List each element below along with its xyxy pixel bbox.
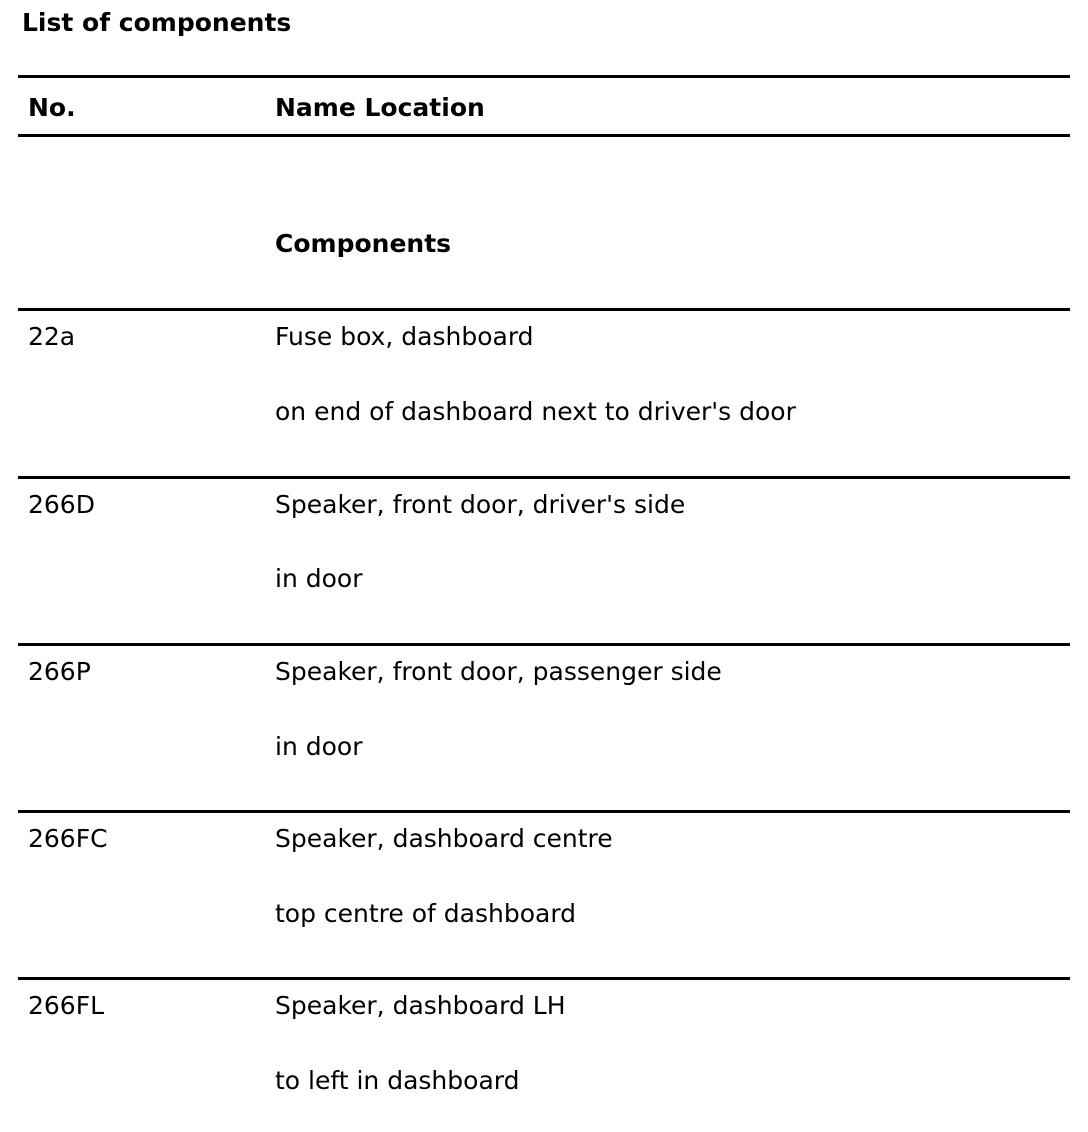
row-divider [18,977,1070,980]
document-title: List of components [22,8,292,37]
row-number: 266D [28,490,95,519]
row-location: on end of dashboard next to driver's door [275,397,796,426]
row-name: Fuse box, dashboard [275,322,534,351]
row-location: in door [275,564,363,593]
row-divider [18,810,1070,813]
row-number: 266FL [28,991,105,1020]
row-location: in door [275,732,363,761]
row-name: Speaker, dashboard centre [275,824,613,853]
row-divider [18,643,1070,646]
row-location: to left in dashboard [275,1066,520,1095]
header-name-location: Name Location [275,93,485,122]
row-number: 22a [28,322,76,351]
section-heading: Components [275,229,452,258]
row-divider [18,308,1070,311]
header-bottom-rule [18,134,1070,137]
row-name: Speaker, dashboard LH [275,991,566,1020]
row-name: Speaker, front door, driver's side [275,490,686,519]
row-divider [18,476,1070,479]
row-number: 266FC [28,824,108,853]
row-number: 266P [28,657,91,686]
table-top-rule [18,75,1070,78]
header-no: No. [28,93,76,122]
row-location: top centre of dashboard [275,899,577,928]
row-name: Speaker, front door, passenger side [275,657,722,686]
